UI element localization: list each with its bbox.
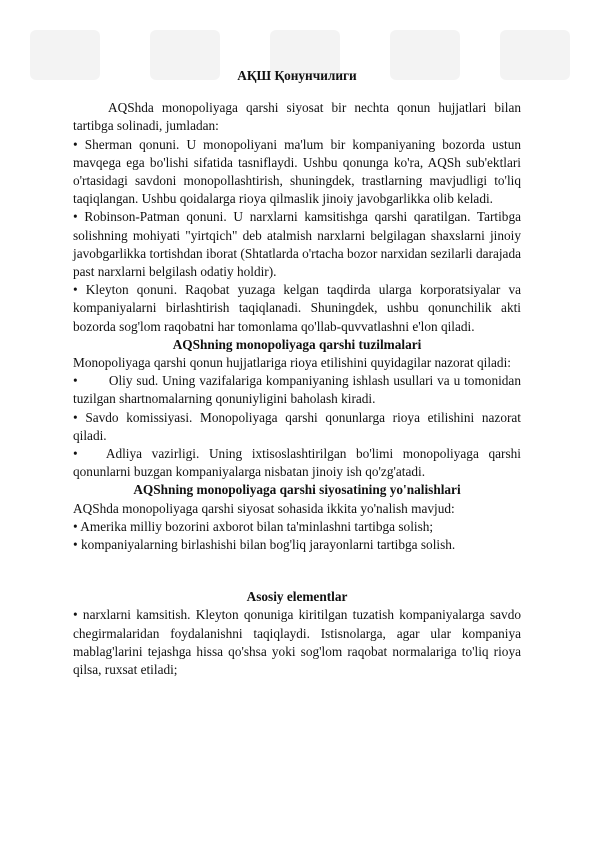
law-item-robinson-patman: • Robinson-Patman qonuni. U narxlarni kamsitishga qarshi qaratilgan. Tartibga solishning mohiyati "yirtqich" deb atalmish narxlarni belgilagan shaxslarni jinoiy javobgarlikka tortishdan iborat (Shtatlarda o'rtacha bozor narxidan sezilarli darajada past narxlarni belgilash odatiy holdir). — [73, 209, 521, 280]
intro-paragraph: AQShda monopoliyaga qarshi siyosat bir nechta qonun hujjatlari bilan tartibga solinadi, jumladan: — [73, 100, 521, 134]
structures-intro: Monopoliyaga qarshi qonun hujjatlariga rioya etilishini quyidagilar nazorat qiladi: — [73, 355, 511, 371]
spacer — [73, 554, 521, 584]
section-title-elements: Asosiy elementlar — [246, 589, 348, 605]
directions-intro: AQShda monopoliyaga qarshi siyosat sohasida ikkita yo'nalish mavjud: — [73, 500, 455, 516]
direction-item-mergers: • kompaniyalarning birlashishi bilan bog'liq jarayonlarni tartibga solish. — [73, 537, 456, 553]
page-title: AҚШ Қонунчилиги — [237, 68, 357, 83]
section-title-directions: AQShning monopoliyaga qarshi siyosatining yo'nalishlari — [133, 482, 461, 498]
section-title-structures: AQShning monopoliyaga qarshi tuzilmalari — [172, 336, 422, 352]
document-body — [73, 67, 525, 679]
element-item-price-discrimination: • narxlarni kamsitish. Kleyton qonuniga kiritilgan tuzatish kompaniyalarga savdo chegirmalaridan foydalanishni taqiqlaydi. Istisnolarga, agar ular kompaniya mablag'larini tejashga hissa qo'shsa yoki sog'lom raqobat normalariga to'liq rioya qilsa, ruxsat etiladi; — [73, 607, 521, 678]
structure-item-supreme-court: • Oliy sud. Uning vazifalariga kompaniyaning ishlash usullari va u tomonidan tuzilgan shartnomalarning qonuniyligini baholash kiradi. — [73, 373, 525, 407]
law-item-sherman: • Sherman qonuni. U monopoliyani ma'lum bir kompaniyaning bozorda ustun mavqega ega bo'lishi sifatida tasniflaydi. Ushbu qonunga ko'ra, AQSh sub'ektlari o'rtasidagi savdoni monopollashtirish, shuningdek, trastlarning mavjudligi to'liq taqiqlangan. Ushbu qoidalarga rioya qilmaslik jinoiy javobgarlikka olib keladi. — [73, 136, 521, 207]
structure-item-trade-commission: • Savdo komissiyasi. Monopoliyaga qarshi qonunlarga rioya etilishini nazorat qiladi. — [73, 409, 521, 443]
law-item-kleyton: • Kleyton qonuni. Raqobat yuzaga kelgan taqdirda ularga korporatsiyalar va kompaniyalarni birlashtirish taqiqlanadi. Shuningdek, ushbu qonunchilik akti bozorda sog'lom raqobatni har tomonlama qo'llab-quvvatlashni e'lon qiladi. — [73, 282, 521, 334]
structure-item-justice-ministry: • Adliya vazirligi. Uning ixtisoslashtirilgan bo'limi monopoliyaga qarshi qonunlarni buzgan kompaniyalarga nisbatan jinoiy ish qo'zg'atadi. — [73, 446, 525, 480]
direction-item-information: • Amerika milliy bozorini axborot bilan ta'minlashni tartibga solish; — [73, 518, 434, 534]
